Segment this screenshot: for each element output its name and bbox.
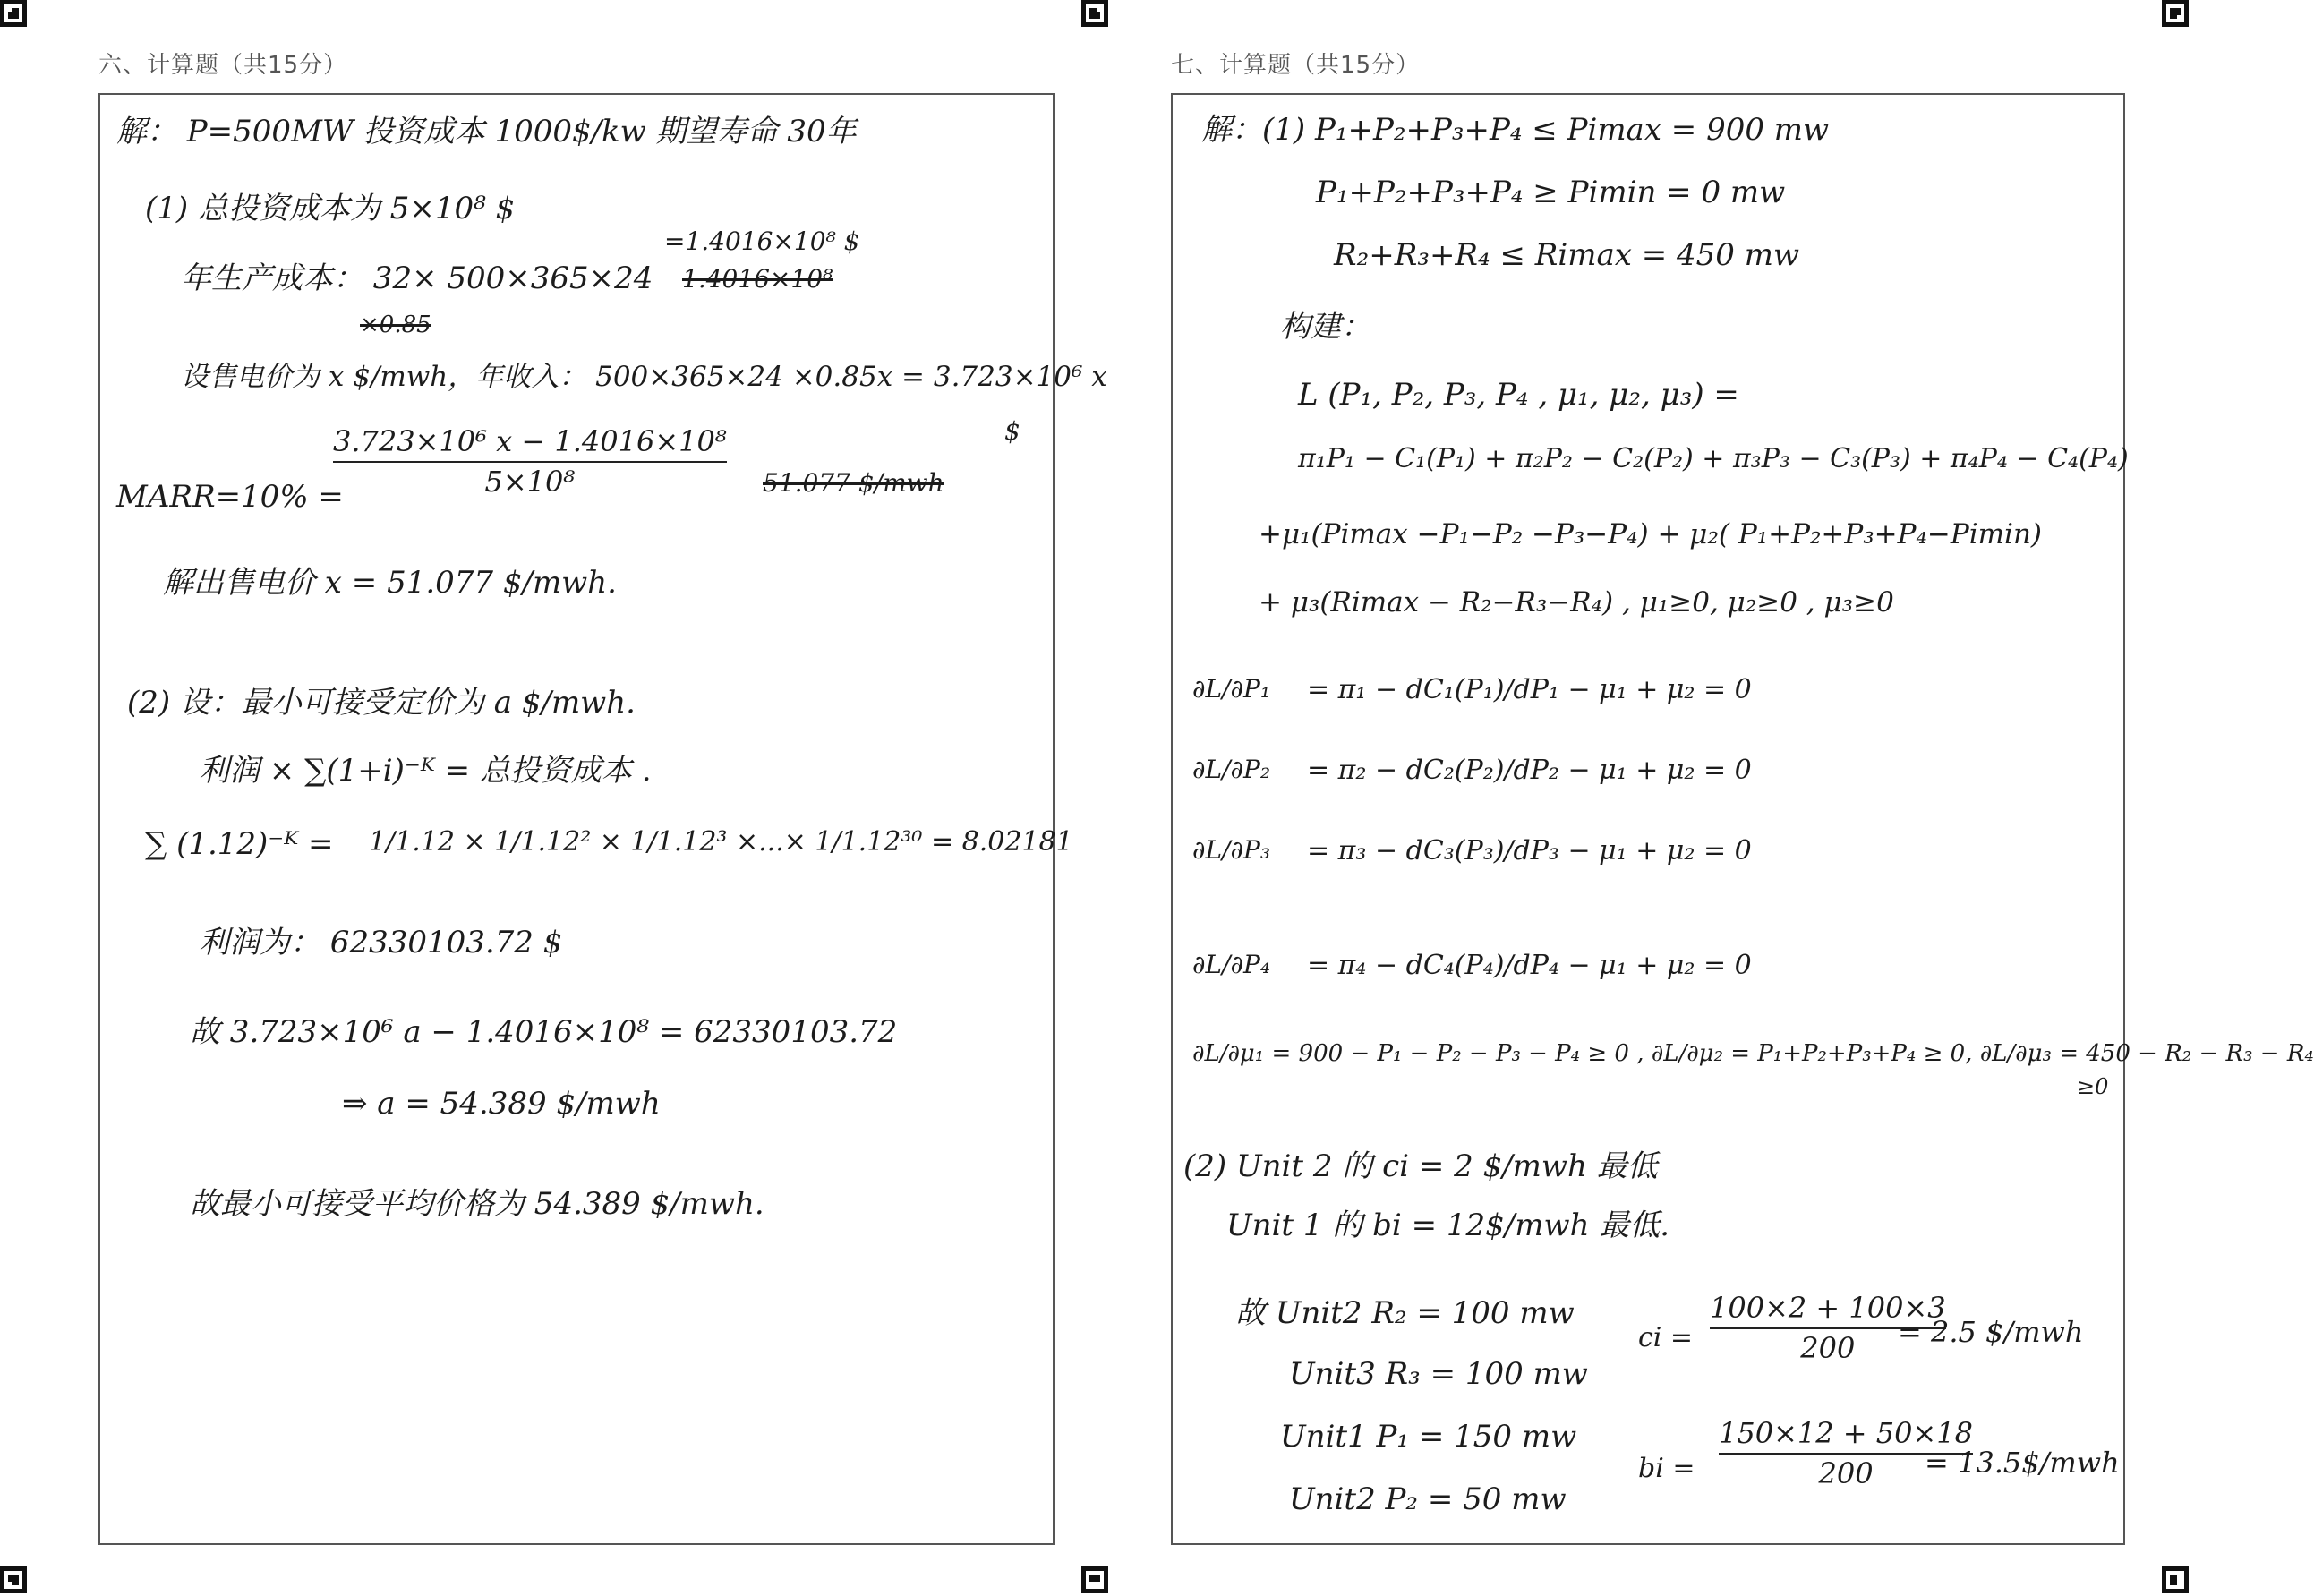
right-line-dl-dp1-label: ∂L/∂P₁ xyxy=(1192,674,1271,704)
left-line-a-result: ⇒ a = 54.389 $/mwh xyxy=(342,1086,661,1122)
left-line-marr-struck: 51.077 $/mwh xyxy=(763,468,944,498)
left-line-total-cost: (1) 总投资成本为 5×10⁸ $ xyxy=(145,191,516,226)
corner-marker-top-right xyxy=(2162,0,2189,27)
left-marr-numerator: 3.723×10⁶ x − 1.4016×10⁸ xyxy=(333,424,727,458)
right-line-dl-dp4: = π₄ − dC₄(P₄)/dP₄ − μ₁ + μ₂ = 0 xyxy=(1307,950,1752,981)
right-line-dl-dmu-ge0: ≥0 xyxy=(2077,1074,2109,1099)
right-bi-denominator: 200 xyxy=(1818,1456,1874,1491)
left-line-sum-expansion: 1/1.12 × 1/1.12² × 1/1.12³ ×...× 1/1.12³⁰ = 8.02181 xyxy=(369,826,1073,858)
left-line-part2-setup: (2) 设：最小可接受定价为 a $/mwh. xyxy=(127,685,636,721)
right-line-p2: Unit2 P₂ = 50 mw xyxy=(1289,1481,1567,1517)
right-line-part2-unit1: Unit 1 的 bi = 12$/mwh 最低. xyxy=(1226,1208,1670,1243)
right-ci-numerator: 100×2 + 100×3 xyxy=(1710,1291,1946,1325)
left-line-annual-cost-result: =1.4016×10⁸ $ xyxy=(664,226,860,256)
corner-marker-bottom-center xyxy=(1081,1566,1108,1593)
right-line-construct: 构建： xyxy=(1280,309,1371,345)
left-answer-box xyxy=(98,93,1107,1545)
corner-marker-bottom-right xyxy=(2162,1566,2189,1593)
right-line-dl-dp2: = π₂ − dC₂(P₂)/dP₂ − μ₁ + μ₂ = 0 xyxy=(1307,755,1752,786)
corner-marker-top-left xyxy=(0,0,27,27)
left-line-conclusion: 故最小可接受平均价格为 54.389 $/mwh. xyxy=(190,1186,764,1222)
left-line-solve: 故 3.723×10⁶ a − 1.4016×10⁸ = 62330103.72 xyxy=(190,1014,898,1050)
right-line-dl-dmu: ∂L/∂μ₁ = 900 − P₁ − P₂ − P₃ − P₄ ≥ 0 , ∂L/∂μ₂ = P₁+P₂+P₃+P₄ ≥ 0, ∂L/∂μ₃ = 450 − R₂ − R₃ − R₄ xyxy=(1192,1040,2314,1067)
left-line-annual-cost: 年生产成本： 32× 500×365×24 xyxy=(181,260,653,296)
right-line-constraint-max: 解：(1) P₁+P₂+P₃+P₄ ≤ Pimax = 900 mw xyxy=(1201,112,1830,148)
right-bi-result: = 13.5$/mwh xyxy=(1925,1446,2120,1480)
left-section-title: 六、计算题（共15分） xyxy=(98,52,348,79)
left-line-price-result: 解出售电价 x = 51.077 $/mwh. xyxy=(163,565,617,601)
right-line-dl-dp4-label: ∂L/∂P₄ xyxy=(1192,950,1271,979)
right-bi-numerator: 150×12 + 50×18 xyxy=(1719,1416,1974,1450)
right-line-dl-dp2-label: ∂L/∂P₂ xyxy=(1192,755,1271,784)
left-marr-fraction xyxy=(333,426,727,498)
fraction-bar xyxy=(333,461,727,463)
right-line-r2: 故 Unit2 R₂ = 100 mw xyxy=(1235,1295,1575,1331)
corner-marker-top-center xyxy=(1081,0,1108,27)
left-marr-denominator: 5×10⁸ xyxy=(484,465,576,499)
right-bi-label: bi = xyxy=(1638,1453,1695,1484)
right-line-reserve-constraint: R₂+R₃+R₄ ≤ Rimax = 450 mw xyxy=(1334,237,1800,273)
right-line-lagrangian-mu12: +μ₁(Pimax −P₁−P₂ −P₃−P₄) + μ₂( P₁+P₂+P₃+P₄−Pimin) xyxy=(1259,518,2043,550)
right-line-dl-dp3: = π₃ − dC₃(P₃)/dP₃ − μ₁ + μ₂ = 0 xyxy=(1307,835,1752,866)
right-line-part2-unit2: (2) Unit 2 的 ci = 2 $/mwh 最低 xyxy=(1183,1148,1658,1184)
right-section-title: 七、计算题（共15分） xyxy=(1171,52,1421,79)
right-line-constraint-min: P₁+P₂+P₃+P₄ ≥ Pimin = 0 mw xyxy=(1316,175,1786,210)
left-line-marr-label: MARR=10% = xyxy=(116,479,344,515)
left-line-annual-cost-struck: 1.4016×10⁸ xyxy=(682,264,833,294)
right-line-dl-dp3-label: ∂L/∂P₃ xyxy=(1192,835,1271,865)
left-line-revenue: 设售电价为 x $/mwh，年收入： 500×365×24 ×0.85x = 3.723×10⁶ x xyxy=(181,361,1107,393)
left-line-struck-factor: ×0.85 xyxy=(360,312,431,338)
left-line-sum-label: ∑ (1.12)⁻ᴷ = xyxy=(145,826,334,862)
left-line-profit-equation: 利润 × ∑(1+i)⁻ᴷ = 总投资成本 . xyxy=(199,753,652,789)
right-ci-label: ci = xyxy=(1638,1322,1694,1353)
right-line-r3: Unit3 R₃ = 100 mw xyxy=(1289,1356,1588,1392)
right-line-p1: Unit1 P₁ = 150 mw xyxy=(1280,1419,1577,1455)
right-line-lagrangian-head: L (P₁, P₂, P₃, P₄ , μ₁, μ₂, μ₃) = xyxy=(1298,377,1739,413)
right-line-dl-dp1: = π₁ − dC₁(P₁)/dP₁ − μ₁ + μ₂ = 0 xyxy=(1307,674,1752,705)
left-line-marr-dollar: $ xyxy=(1004,416,1020,446)
right-line-lagrangian-mu3: + μ₃(Rimax − R₂−R₃−R₄) , μ₁≥0, μ₂≥0 , μ₃≥0 xyxy=(1259,586,1894,619)
right-ci-result: = 2.5 $/mwh xyxy=(1898,1315,2084,1349)
right-line-lagrangian-terms: π₁P₁ − C₁(P₁) + π₂P₂ − C₂(P₂) + π₃P₃ − C₃(P₃) + π₄P₄ − C₄(P₄) xyxy=(1298,443,2129,474)
left-line-profit-value: 利润为： 62330103.72 $ xyxy=(199,925,563,960)
right-answer-box xyxy=(1171,93,2314,1545)
corner-marker-bottom-left xyxy=(0,1566,27,1593)
left-line-given: 解： P=500MW 投资成本 1000$/kw 期望寿命 30年 xyxy=(116,114,857,149)
right-ci-denominator: 200 xyxy=(1800,1331,1856,1366)
